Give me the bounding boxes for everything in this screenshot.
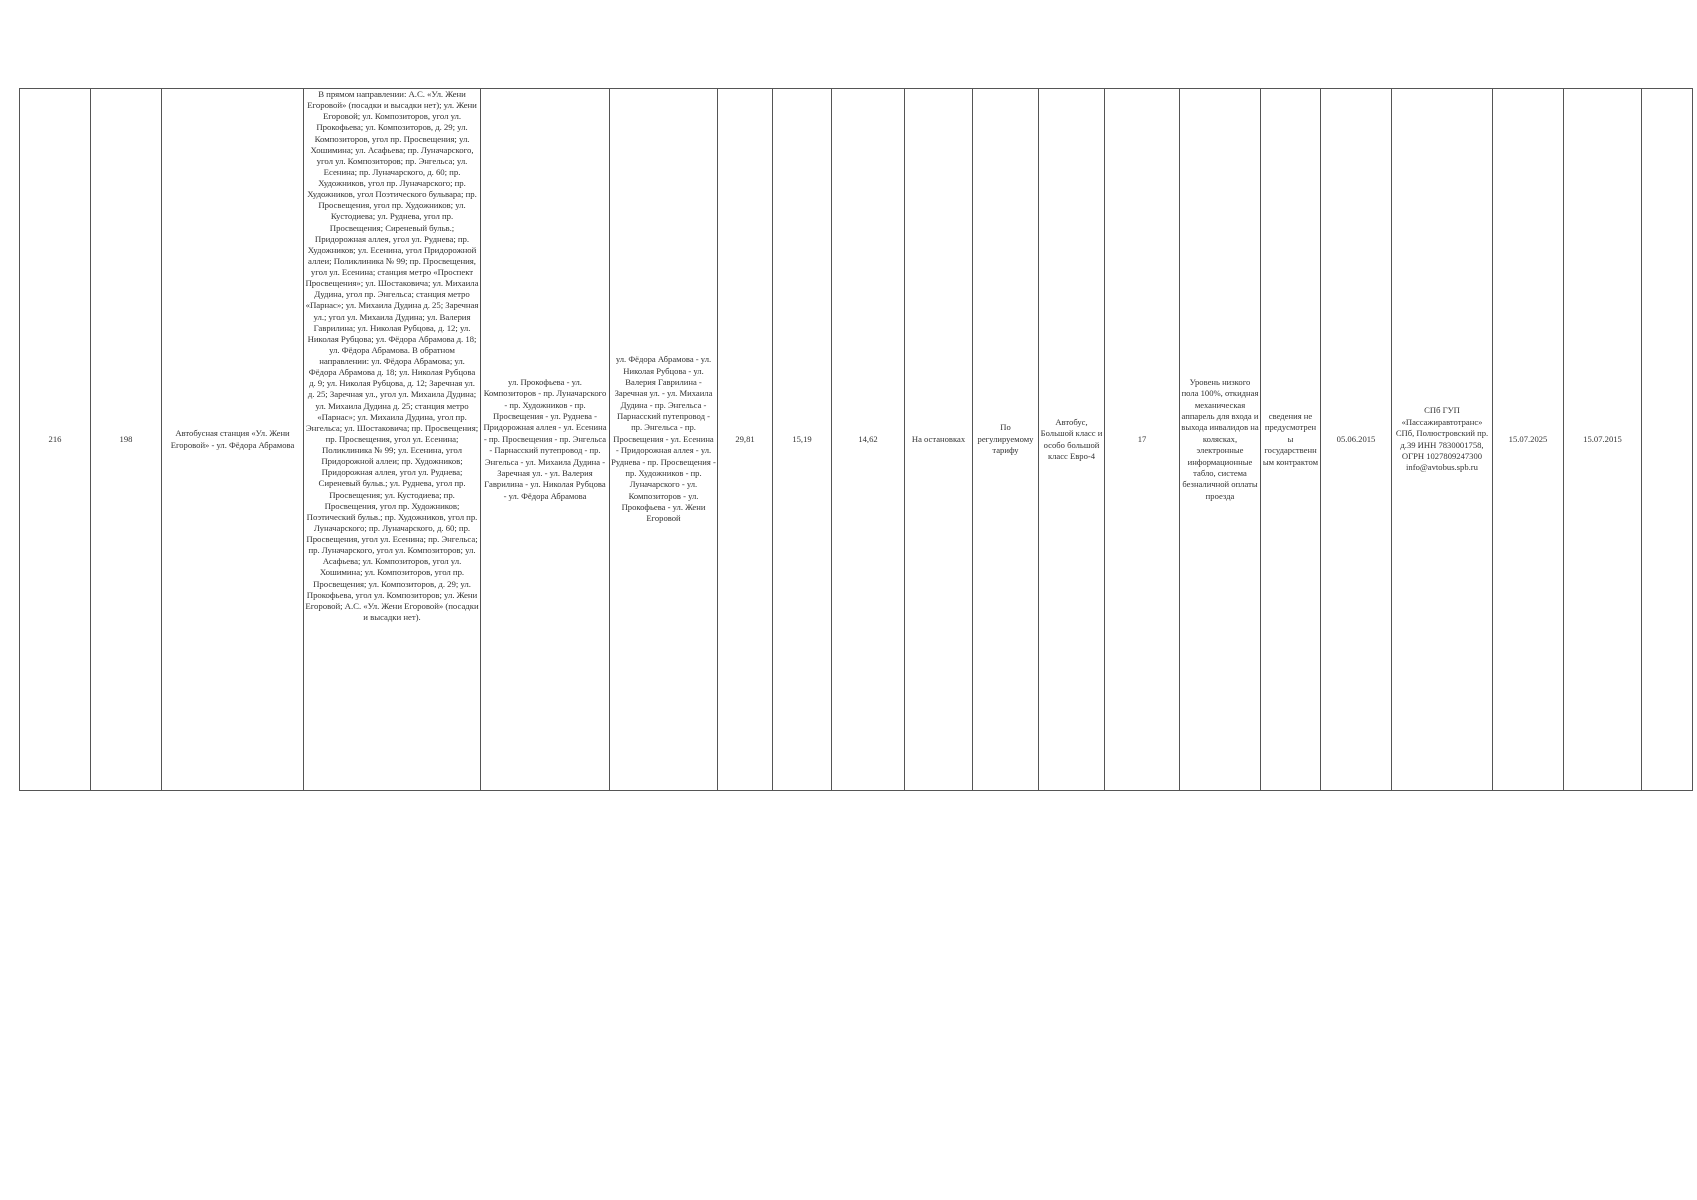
route-registry-table — [19, 88, 1693, 791]
streets-forward-cell: ул. Прокофьева - ул. Композиторов - пр. Луначарского - пр. Художников - пр. Просвещения - ул. Руднева - Придорожная аллея - ул. Есенина - пр. Просвещения - пр. Энгельса - Парнасский путепровод - пр. Энгельса - ул. Михаила Дудина - Заречная ул. - ул. Валерия Гаврилина - ул. Николая Рубцова - ул. Фёдора Абрамова — [481, 89, 610, 791]
start-date-cell: 05.06.2015 — [1321, 89, 1392, 791]
route-number-cell: 198 — [91, 89, 162, 791]
tariff-type-cell: По регулируемому тарифу — [973, 89, 1039, 791]
intermediate-stops-cell: В прямом направлении: А.С. «Ул. Жени Егоровой» (посадки и высадки нет); ул. Жени Егоровой; ул. Композиторов, угол ул. Прокофьева; ул. Композиторов, д. 29; ул. Композиторов, угол пр. Просвещения; ул. Хошимина; ул. Асафьева; пр. Луначарского, угол ул. Композиторов; пр. Энгельса; ул. Есенина; пр. Луначарского, д. 60; пр. Художников, угол пр. Луначарского; пр. Художников, угол Поэтического бульвара; пр. Просвещения, угол пр. Художников; ул. Кустодиева; ул. Руднева, угол пр. Просвещения; Сиреневый бульв.; Придорожная аллея, угол ул. Руднева; пр. Художников; ул. Есенина, угол Придорожной аллеи; Поликлиника № 99; пр. Просвещения, угол ул. Есенина; станция метро «Проспект Просвещения»; ул. Шостаковича; ул. Михаила Дудина, угол пр. Энгельса; станция метро «Парнас»; ул. Михаила Дудина д. 25; Заречная ул.; угол ул. Михаила Дудина; ул. Валерия Гаврилина; ул. Николая Рубцова, д. 12; ул. Николая Рубцова; ул. Фёдора Абрамова д. 18; ул. Фёдора Абрамова. В обратном направлении: ул. Фёдора Абрамова; ул. Фёдора Абрамова д. 18; ул. Николая Рубцова д. 9; ул. Николая Рубцова, д. 12; Заречная ул. д. 25; Заречная ул., угол ул. Михаила Дудина; ул. Михаила Дудина д. 25; станция метро «Парнас»; ул. Михаила Дудина, угол пр. Энгельса; ул. Шостаковича; пр. Просвещения; пр. Просвещения, угол ул. Есенина; Поликлиника № 99; ул. Есенина, угол Придорожной аллеи; пр. Художников; Придорожная аллея, угол ул. Руднева; Сиреневый бульв.; ул. Руднева, угол пр. Просвещения; ул. Кустодиева; пр. Просвещения, угол пр. Художников; Поэтический бульв.; пр. Художников, угол пр. Луначарского; пр. Луначарского, д. 60; пр. Просвещения, угол ул. Есенина; пр. Энгельса; пр. Луначарского, угол ул. Композиторов; ул. Асафьева; ул. Композиторов, угол ул. Хошимина; ул. Композиторов, угол пр. Просвещения; ул. Композиторов, д. 29; ул. Прокофьева, угол ул. Композиторов; ул. Жени Егоровой; А.С. «Ул. Жени Егоровой» (посадки и высадки нет). — [304, 89, 481, 791]
contract-info-cell: сведения не предусмотрены государственным контрактом — [1261, 89, 1321, 791]
extra-cell — [1642, 89, 1693, 791]
table-row — [20, 89, 1693, 791]
length-backward-cell: 14,62 — [832, 89, 905, 791]
registry-number-cell: 216 — [20, 89, 91, 791]
date-3-cell: 15.07.2015 — [1564, 89, 1642, 791]
streets-backward-cell: ул. Фёдора Абрамова - ул. Николая Рубцова - ул. Валерия Гаврилина - Заречная ул. - ул. Михаила Дудина - пр. Энгельса - Парнасский путепровод - пр. Энгельса - пр. Просвещения - ул. Есенина - Придорожная аллея - ул. Руднева - пр. Просвещения - пр. Художников - пр. Луначарского - ул. Композиторов - ул. Прокофьева - ул. Жени Егоровой — [610, 89, 718, 791]
length-forward-cell: 15,19 — [773, 89, 832, 791]
route-name-cell: Автобусная станция «Ул. Жени Егоровой» - ул. Фёдора Абрамова — [162, 89, 304, 791]
vehicle-count-cell: 17 — [1105, 89, 1180, 791]
date-2-cell: 15.07.2025 — [1493, 89, 1564, 791]
stop-procedure-cell: На остановках — [905, 89, 973, 791]
vehicle-type-cell: Автобус, Большой класс и особо большой класс Евро-4 — [1039, 89, 1105, 791]
vehicle-characteristics-cell: Уровень низкого пола 100%, откидная механическая аппарель для входа и выхода инвалидов на колясках, электронные информационные табло, система безналичной оплаты проезда — [1180, 89, 1261, 791]
carrier-cell: СПб ГУП «Пассажиравтотранс» СПб, Полюстровский пр. д.39 ИНН 7830001758, ОГРН 1027809247300 info@avtobus.spb.ru — [1392, 89, 1493, 791]
length-total-cell: 29,81 — [718, 89, 773, 791]
